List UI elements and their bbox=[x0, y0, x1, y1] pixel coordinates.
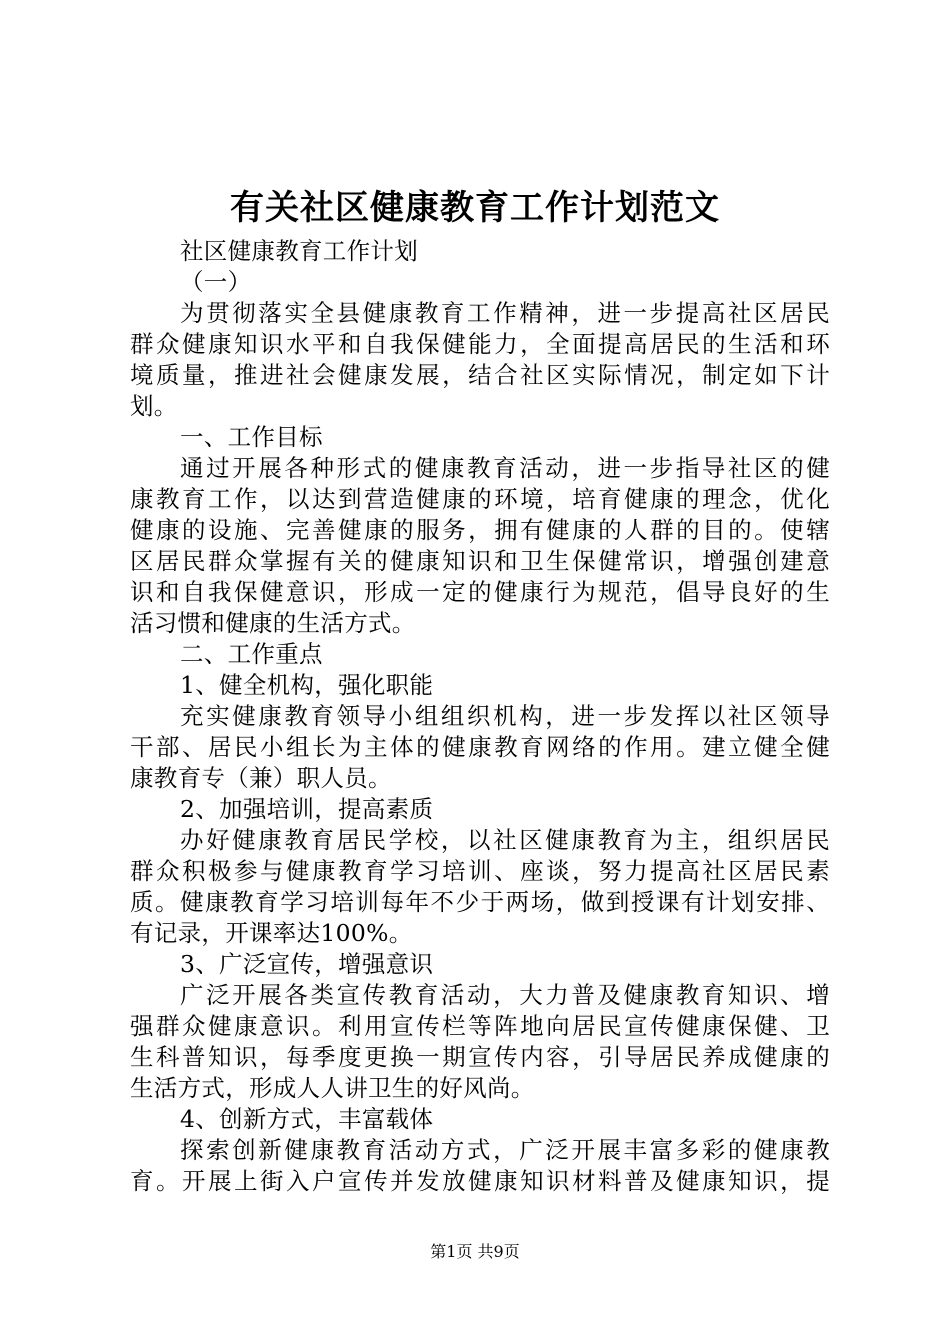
subsection-heading: 4、创新方式，丰富载体 bbox=[180, 1105, 434, 1133]
text-line: 干部、居民小组长为主体的健康教育网络的作用。建立健全健 bbox=[130, 733, 830, 761]
document-title: 有关社区健康教育工作计划范文 bbox=[230, 188, 720, 228]
text-line: 划。 bbox=[130, 392, 178, 420]
section-heading: 二、工作重点 bbox=[180, 640, 323, 668]
text-line: 康教育工作，以达到营造健康的环境，培育健康的理念，优化 bbox=[130, 485, 830, 513]
document-body bbox=[130, 236, 830, 1197]
text-line: 广泛开展各类宣传教育活动，大力普及健康教育知识、增 bbox=[180, 981, 830, 1009]
text-line: 有记录，开课率达100%。 bbox=[130, 919, 413, 947]
section-heading: 一、工作目标 bbox=[180, 423, 323, 451]
text-line: 办好健康教育居民学校，以社区健康教育为主，组织居民 bbox=[180, 826, 830, 854]
subsection-heading: 2、加强培训，提高素质 bbox=[180, 795, 434, 823]
text-line: 社区健康教育工作计划 bbox=[180, 237, 418, 265]
text-line: 通过开展各种形式的健康教育活动，进一步指导社区的健 bbox=[180, 454, 830, 482]
text-line: 活习惯和健康的生活方式。 bbox=[130, 609, 416, 637]
text-line: 康教育专（兼）职人员。 bbox=[130, 764, 392, 792]
text-line: 群众积极参与健康教育学习培训、座谈，努力提高社区居民素 bbox=[130, 857, 830, 885]
text-line: 质。健康教育学习培训每年不少于两场，做到授课有计划安排、 bbox=[130, 888, 830, 916]
text-line: 生科普知识，每季度更换一期宣传内容，引导居民养成健康的 bbox=[130, 1043, 830, 1071]
text-line: 区居民群众掌握有关的健康知识和卫生保健常识，增强创建意 bbox=[130, 547, 830, 575]
text-line: 充实健康教育领导小组组织机构，进一步发挥以社区领导 bbox=[180, 702, 830, 730]
text-line: 强群众健康意识。利用宣传栏等阵地向居民宣传健康保健、卫 bbox=[130, 1012, 830, 1040]
text-line: （一） bbox=[180, 268, 252, 296]
text-line: 探索创新健康教育活动方式，广泛开展丰富多彩的健康教 bbox=[180, 1136, 830, 1164]
text-line: 育。开展上街入户宣传并发放健康知识材料普及健康知识，提 bbox=[130, 1167, 830, 1195]
text-line: 为贯彻落实全县健康教育工作精神，进一步提高社区居民 bbox=[180, 299, 830, 327]
text-line: 生活方式，形成人人讲卫生的好风尚。 bbox=[130, 1074, 535, 1102]
text-line: 境质量，推进社会健康发展，结合社区实际情况，制定如下计 bbox=[130, 361, 830, 389]
text-line: 群众健康知识水平和自我保健能力，全面提高居民的生活和环 bbox=[130, 330, 830, 358]
text-line: 健康的设施、完善健康的服务，拥有健康的人群的目的。使辖 bbox=[130, 516, 830, 544]
text-line: 识和自我保健意识，形成一定的健康行为规范，倡导良好的生 bbox=[130, 578, 830, 606]
subsection-heading: 3、广泛宣传，增强意识 bbox=[180, 950, 434, 978]
subsection-heading: 1、健全机构，强化职能 bbox=[180, 671, 434, 699]
page-footer: 第1页 共9页 bbox=[430, 1242, 520, 1261]
